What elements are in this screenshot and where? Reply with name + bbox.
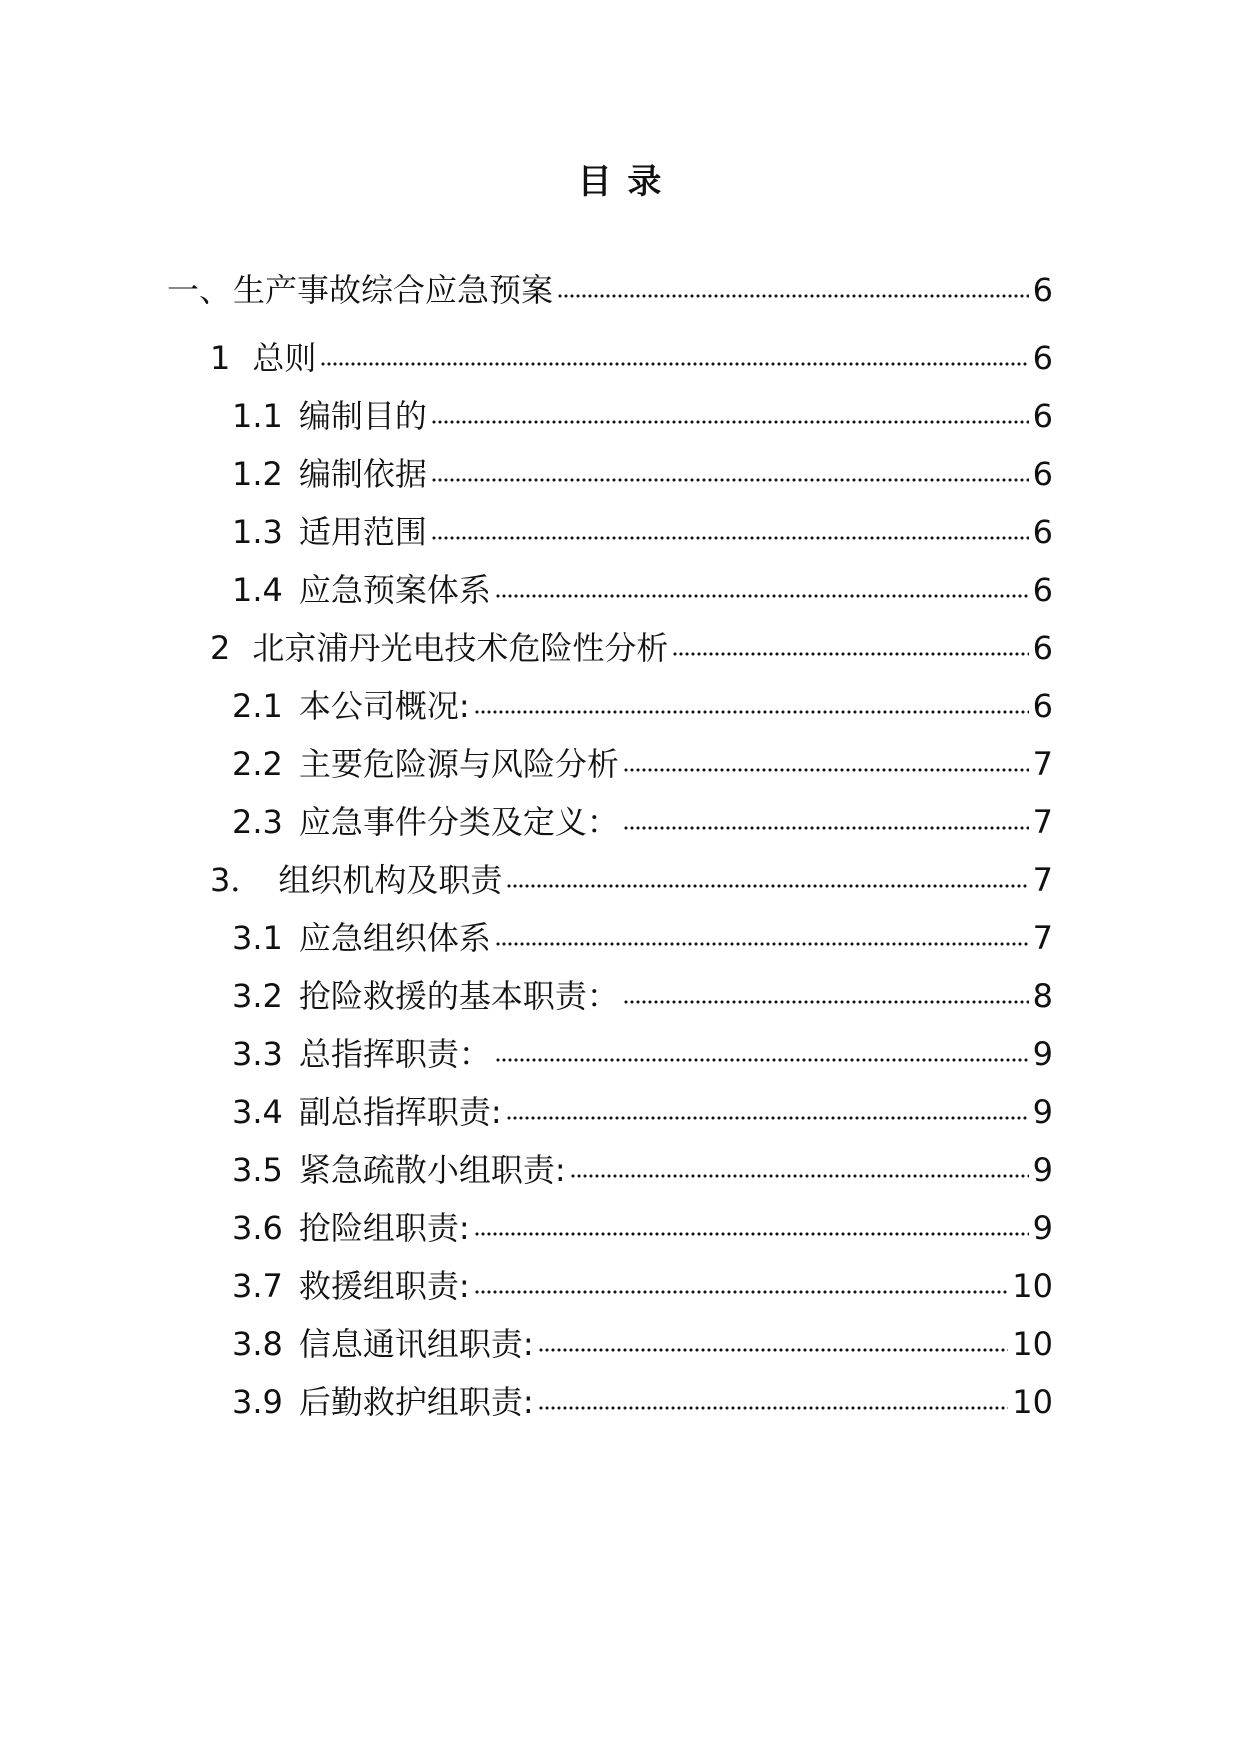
dot-leader	[495, 1056, 1029, 1064]
toc-entry-number: 3.4	[232, 1093, 283, 1131]
toc-entry[interactable]	[210, 858, 1053, 902]
dot-leader	[672, 650, 1028, 658]
toc-entry-page-number: 9	[1032, 1151, 1053, 1189]
dot-leader	[495, 940, 1029, 948]
toc-entry-title: 应急事件分类及定义：	[298, 803, 619, 841]
toc-entry-title: 适用范围	[298, 513, 427, 551]
toc-entry-page-number: 10	[1012, 1325, 1053, 1363]
toc-entry-title: 应急预案体系	[298, 571, 491, 609]
dot-leader	[623, 766, 1029, 774]
toc-entry[interactable]	[232, 1148, 1053, 1192]
dot-leader	[431, 418, 1029, 426]
toc-entry-page-number: 6	[1032, 339, 1053, 377]
toc-entry-title: 救援组职责:	[298, 1267, 470, 1305]
toc-entry[interactable]	[232, 742, 1053, 786]
dot-leader	[431, 534, 1029, 542]
toc-entry-title: 编制依据	[298, 455, 427, 493]
toc-entry-title: 应急组织体系	[298, 919, 491, 957]
dot-leader	[623, 824, 1029, 832]
toc-entry-number: 3.9	[232, 1383, 283, 1421]
toc-entry-number: 3.3	[232, 1035, 283, 1073]
toc-entry-number: 2.1	[232, 687, 283, 725]
toc-entry-page-number: 9	[1032, 1035, 1053, 1073]
toc-entry[interactable]	[232, 1322, 1053, 1366]
toc-entry-number: 3.8	[232, 1325, 283, 1363]
toc-entry-title: 生产事故综合应急预案	[233, 271, 554, 309]
toc-entry-page-number: 7	[1032, 745, 1053, 783]
toc-entry-page-number: 9	[1032, 1209, 1053, 1247]
toc-entry-number: 1.2	[232, 455, 283, 493]
toc-entry-title: 编制目的	[298, 397, 427, 435]
dot-leader	[495, 592, 1029, 600]
toc-entry-page-number: 9	[1032, 1093, 1053, 1131]
toc-entry-page-number: 6	[1032, 629, 1053, 667]
toc-entry[interactable]	[232, 1032, 1053, 1076]
toc-entry-number: 2	[210, 629, 231, 667]
toc-entry[interactable]	[210, 336, 1053, 380]
dot-leader	[506, 882, 1028, 890]
toc-entry-page-number: 6	[1032, 687, 1053, 725]
toc-entry-title: 抢险组职责:	[298, 1209, 470, 1247]
toc-entry[interactable]	[232, 800, 1053, 844]
dot-leader	[570, 1172, 1029, 1180]
toc-entry-title: 总则	[252, 339, 317, 377]
toc-entry[interactable]	[232, 568, 1053, 612]
toc-entry-number: 3.1	[232, 919, 283, 957]
toc-entry-number: 3．	[210, 861, 263, 899]
toc-entry[interactable]	[232, 974, 1053, 1018]
toc-entry-title: 副总指挥职责:	[298, 1093, 502, 1131]
toc-entry-page-number: 10	[1012, 1267, 1053, 1305]
toc-entry-page-number: 10	[1012, 1383, 1053, 1421]
dot-leader	[538, 1346, 1009, 1354]
toc-entry-title: 主要危险源与风险分析	[298, 745, 619, 783]
dot-leader	[474, 1230, 1029, 1238]
dot-leader	[623, 998, 1029, 1006]
toc-entry-page-number: 6	[1032, 513, 1053, 551]
toc-entry-page-number: 6	[1032, 397, 1053, 435]
toc-entry-title: 信息通讯组职责:	[298, 1325, 534, 1363]
dot-leader	[474, 708, 1029, 716]
dot-leader	[431, 476, 1029, 484]
toc-entry[interactable]	[232, 394, 1053, 438]
toc-entry-number: 2.3	[232, 803, 283, 841]
toc-entry-page-number: 6	[1032, 571, 1053, 609]
toc-entry-title: 总指挥职责：	[298, 1035, 491, 1073]
toc-entry-number: 一、	[167, 271, 232, 309]
toc-entry-title: 组织机构及职责	[278, 861, 503, 899]
toc-entry-title: 后勤救护组职责:	[298, 1383, 534, 1421]
toc-entry-number: 1.3	[232, 513, 283, 551]
toc-entry[interactable]	[167, 268, 1053, 312]
toc-entry-page-number: 7	[1032, 919, 1053, 957]
dot-leader	[506, 1114, 1029, 1122]
toc-entry-number: 3.2	[232, 977, 283, 1015]
toc-entry-page-number: 6	[1032, 455, 1053, 493]
toc-entry-number: 1.4	[232, 571, 283, 609]
toc-entry-number: 3.7	[232, 1267, 283, 1305]
toc-entry-page-number: 8	[1032, 977, 1053, 1015]
dot-leader	[474, 1288, 1009, 1296]
toc-entry-page-number: 6	[1032, 271, 1053, 309]
toc-entry[interactable]	[232, 1206, 1053, 1250]
toc-entry-title: 北京浦丹光电技术危险性分析	[252, 629, 669, 667]
toc-entry-number: 3.5	[232, 1151, 283, 1189]
toc-entry[interactable]	[232, 684, 1053, 728]
dot-leader	[320, 360, 1028, 368]
toc-entry-title: 紧急疏散小组职责:	[298, 1151, 566, 1189]
dot-leader	[538, 1404, 1009, 1412]
toc-entry[interactable]	[232, 452, 1053, 496]
toc-entry-number: 1.1	[232, 397, 283, 435]
toc-entry-page-number: 7	[1032, 861, 1053, 899]
toc-entry[interactable]	[232, 1090, 1053, 1134]
toc-entry[interactable]	[232, 1380, 1053, 1424]
toc-entry-title: 抢险救援的基本职责：	[298, 977, 619, 1015]
toc-entry-number: 3.6	[232, 1209, 283, 1247]
toc-entry-title: 本公司概况:	[298, 687, 470, 725]
toc-entry[interactable]	[210, 626, 1053, 670]
toc-entry-number: 2.2	[232, 745, 283, 783]
dot-leader	[557, 292, 1029, 300]
toc-entry-number: 1	[210, 339, 231, 377]
page-title: 目 录	[577, 162, 664, 202]
toc-entry[interactable]	[232, 1264, 1053, 1308]
toc-entry-page-number: 7	[1032, 803, 1053, 841]
toc-entry[interactable]	[232, 510, 1053, 554]
toc-entry[interactable]	[232, 916, 1053, 960]
